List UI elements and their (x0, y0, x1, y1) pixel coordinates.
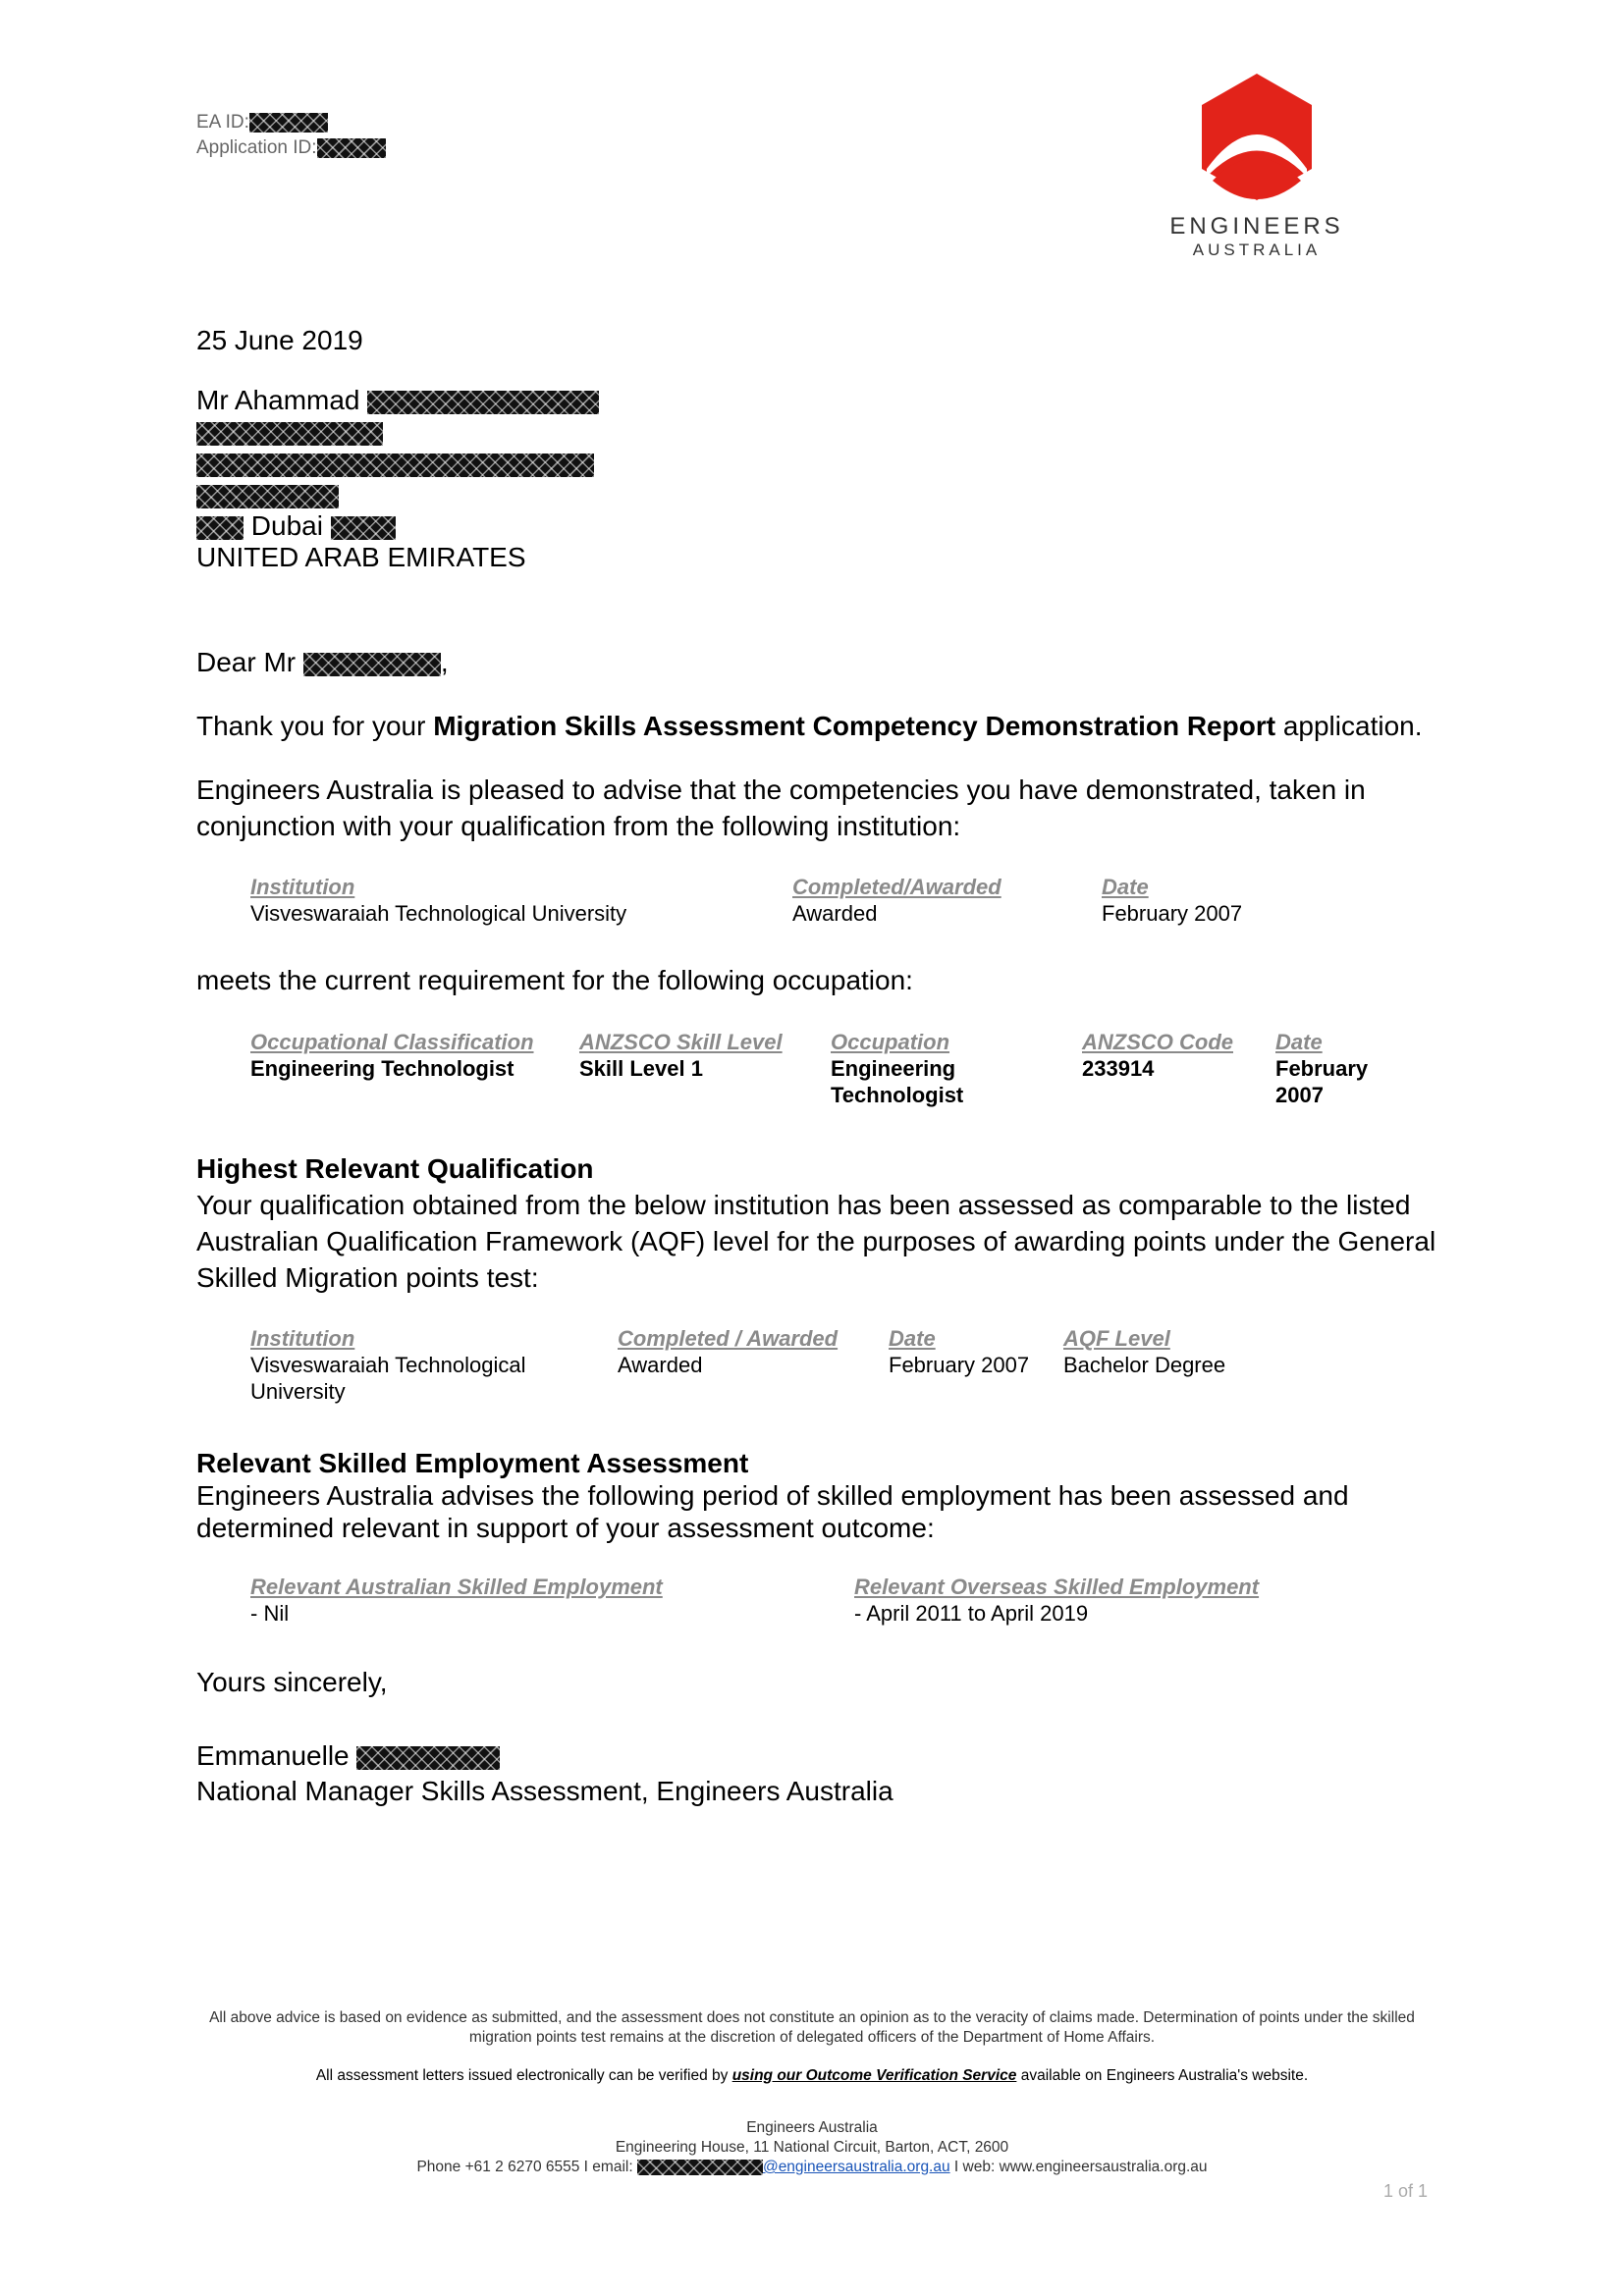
ea-id-label: EA ID: (196, 112, 249, 133)
redaction (196, 485, 339, 508)
footer-address: Engineering House, 11 National Circuit, Barton, ACT, 2600 (615, 2139, 1009, 2156)
col-header-occupation: Occupation (831, 1030, 950, 1054)
cell-anzsco-code: 233914 (1082, 1056, 1155, 1081)
intro-before: Thank you for your (196, 711, 434, 741)
cell-date: February 2007 (889, 1353, 1030, 1377)
col-header-anzsco-code: ANZSCO Code (1082, 1030, 1233, 1054)
footer-verify (196, 2066, 1428, 2086)
salutation (196, 644, 449, 680)
redaction (367, 391, 599, 414)
recipient-name: Mr Ahammad (196, 385, 360, 415)
signatory-name-line (196, 1737, 500, 1774)
application-type: Migration Skills Assessment Competency Demonstration Report (433, 711, 1276, 741)
col-header-institution: Institution (250, 875, 355, 899)
col-header-date: Date (1102, 875, 1149, 899)
col-header-completed: Completed / Awarded (618, 1326, 839, 1351)
cell-skill-level: Skill Level 1 (579, 1056, 703, 1081)
signatory-name: Emmanuelle (196, 1740, 350, 1771)
cell-completed: Awarded (792, 901, 878, 926)
footer-web: I web: www.engineersaustralia.org.au (949, 2159, 1208, 2175)
cell-institution: Visveswaraiah Technological University (250, 1353, 526, 1404)
col-header-skill-level: ANZSCO Skill Level (579, 1030, 783, 1054)
cell-date: February 2007 (1102, 901, 1243, 926)
employment-heading: Relevant Skilled Employment Assessment (196, 1448, 749, 1478)
engineers-australia-logo (1159, 71, 1355, 260)
intro-paragraph (196, 708, 1473, 744)
col-header-australian-employment: Relevant Australian Skilled Employment (250, 1575, 663, 1599)
application-id-line (196, 135, 386, 161)
cell-date: February 2007 (1275, 1056, 1369, 1107)
cell-institution: Visveswaraiah Technological University (250, 901, 627, 926)
verify-after: available on Engineers Australia's website. (1016, 2067, 1309, 2084)
redaction (303, 653, 441, 676)
cell-australian-employment: - Nil (250, 1601, 290, 1626)
employment-paragraph: Engineers Australia advises the following period of skilled employment has been assessed and determined relevant in support of your assessment outcome: (196, 1480, 1349, 1543)
occupation-intro: meets the current requirement for the following occupation: (196, 965, 913, 995)
redaction (331, 516, 396, 540)
cell-occupation: Engineering Technologist (831, 1056, 964, 1107)
cell-completed: Awarded (618, 1353, 703, 1377)
footer-contact (196, 2158, 1428, 2177)
signatory-title: National Manager Skills Assessment, Engineers Australia (196, 1776, 893, 1806)
salutation-suffix: , (440, 647, 449, 677)
verification-service-link[interactable]: using our Outcome Verification Service (731, 2067, 1017, 2084)
recipient-country: UNITED ARAB EMIRATES (196, 542, 526, 572)
qualification-heading: Highest Relevant Qualification (196, 1153, 594, 1184)
footer-phone: Phone +61 2 6270 6555 I email: (416, 2159, 637, 2175)
intro-after: application. (1275, 711, 1423, 741)
col-header-date: Date (889, 1326, 936, 1351)
application-id-label: Application ID: (196, 137, 317, 158)
cell-classification: Engineering Technologist (250, 1056, 514, 1081)
redaction (317, 138, 386, 158)
email-link[interactable]: @engineersaustralia.org.au (762, 2159, 950, 2175)
salutation-prefix: Dear Mr (196, 647, 297, 677)
logo-line2: AUSTRALIA (1192, 240, 1322, 259)
col-header-classification: Occupational Classification (250, 1030, 534, 1054)
logo-line1: ENGINEERS (1169, 213, 1344, 240)
closing: Yours sincerely, (196, 1667, 388, 1697)
ea-id-line (196, 110, 328, 135)
footer-org: Engineers Australia (746, 2119, 878, 2136)
redaction (637, 2160, 763, 2175)
col-header-date: Date (1275, 1030, 1323, 1054)
redaction (356, 1746, 500, 1770)
qualification-paragraph: Your qualification obtained from the below institution has been assessed as comparable to the listed Australian Qualification Framework (AQF) level for the purposes of awarding points under the General Skilled Migration points test: (196, 1190, 1436, 1293)
recipient-city: Dubai (250, 510, 323, 541)
footer-disclaimer: All above advice is based on evidence as submitted, and the assessment does not constitute an opinion as to the veracity of claims made. Determination of points under the skilled migration points test remains at the discretion of delegated officers of the Department of Home Affairs. (209, 2009, 1415, 2046)
advise-paragraph: Engineers Australia is pleased to advise that the competencies you have demonstrated, taken in conjunction with your qualification from the following institution: (196, 774, 1366, 841)
redaction (249, 113, 328, 133)
cell-aqf-level: Bachelor Degree (1063, 1353, 1226, 1377)
col-header-institution: Institution (250, 1326, 355, 1351)
page-number: 1 of 1 (1382, 2181, 1428, 2201)
verify-before: All assessment letters issued electronically can be verified by (315, 2067, 732, 2084)
hexagon-logo-icon (1193, 71, 1321, 208)
redaction (196, 422, 383, 446)
redaction (196, 454, 594, 477)
cell-overseas-employment: - April 2011 to April 2019 (854, 1601, 1089, 1626)
col-header-aqf-level: AQF Level (1063, 1326, 1170, 1351)
address-block (196, 385, 599, 573)
col-header-completed: Completed/Awarded (792, 875, 1001, 899)
redaction (196, 516, 244, 540)
letter-date: 25 June 2019 (196, 325, 363, 355)
col-header-overseas-employment: Relevant Overseas Skilled Employment (854, 1575, 1260, 1599)
